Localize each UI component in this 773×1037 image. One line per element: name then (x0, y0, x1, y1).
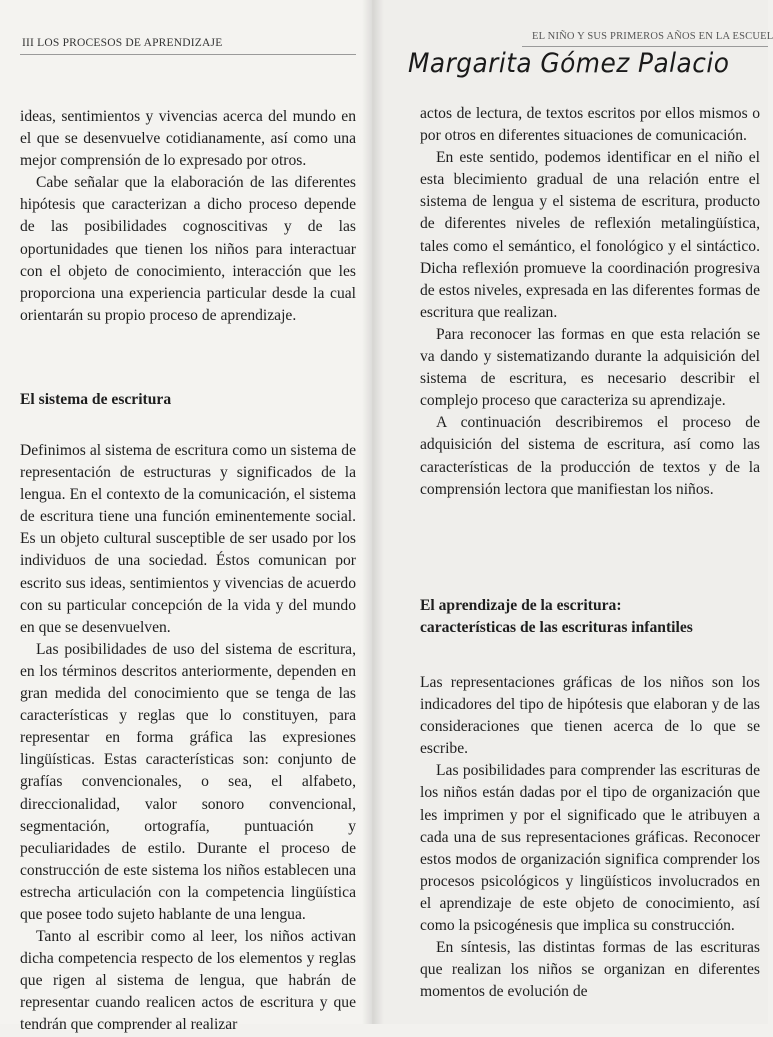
right-section-paragraph-1: Las representaciones gráficas de los niños son los indicadores del tipo de hipótesis que elaboran y de las consideraciones que tienen acerca de lo que se escribe. (420, 674, 760, 758)
section-heading-aprendizaje-line1: El aprendizaje de la escritura: (420, 597, 622, 614)
left-paragraph-2: Cabe señalar que la elaboración de las diferentes hipótesis que caracterizan a dicho proceso depende de las posibilidades cognoscitivas y de las oportunidades que tienen los niños para interactuar con el objeto de conocimiento, interacción que les proporciona una experiencia particular desde la cual orientarán su propio proceso de aprendizaje. (20, 174, 356, 324)
right-paragraph-1: actos de lectura, de textos escritos por ellos mismos o por otros en diferentes situaciones de comunicación. (420, 105, 760, 145)
right-paragraph-3: Para reconocer las formas en que esta relación se va dando y sistematizando durante la adquisición del sistema de escritura, es necesario describir el complejo proceso que caracteriza su aprendizaje. (420, 325, 760, 410)
handwritten-signature: Margarita Gómez Palacio (408, 48, 730, 79)
right-section-heading (420, 595, 760, 639)
right-paragraph-4: A continuación describiremos el proceso de adquisición del sistema de escritura, así como las características de la producción de textos y de la comprensión lectora que manifiestan los niños. (420, 414, 760, 498)
right-top-text (420, 103, 760, 501)
right-section-paragraph-2: Las posibilidades para comprender las escrituras de los niños están dadas por el tipo de organización que les imprimen y por el significado que le atribuyen a cada una de sus representaciones gráficas. Reconocer estos modos de organización significa comprender los procesos psicológicos y lingüísticos involucrados en el aprendizaje de este objeto de conocimiento, así como la psicogénesis que implica su construcción. (420, 762, 760, 935)
left-paragraph-1: ideas, sentimientos y vivencias acerca del mundo en el que se desenvuelve cotidianamente, así como una mejor comprensión de lo expresado por otros. (20, 108, 356, 170)
right-page (372, 0, 773, 1024)
section-heading-sistema-escritura: El sistema de escritura (20, 391, 172, 408)
left-section-paragraph-1: Definimos al sistema de escritura como un sistema de representación de estructuras y significados de la lengua. En el contexto de la comunicación, el sistema de escritura tiene una función eminentemente social. Es un objeto cultural susceptible de ser usado por los individuos de una sociedad. Éstos comunican por escrito sus ideas, sentimientos y vivencias de acuerdo con su particular concepción de la vida y del mundo en que se desenvuelven. (20, 442, 356, 636)
right-section-paragraph-3: En síntesis, las distintas formas de las escrituras que realizan los niños se organizan en diferentes momentos de evolución de (420, 939, 760, 1001)
left-section (20, 389, 356, 411)
left-section-paragraph-3: Tanto al escribir como al leer, los niños activan dicha competencia respecto de los elementos y reglas que rigen al sistema de lengua, que habrán de representar cuando realicen actos de escritura y que tendrán que comprender al realizar (20, 928, 356, 1034)
right-header-rule (522, 46, 768, 47)
left-page (0, 0, 372, 1034)
right-section-text (420, 672, 760, 1003)
left-section-text (20, 440, 356, 1037)
left-section-paragraph-2: Las posibilidades de uso del sistema de escritura, en los términos descritos anteriormente, dependen en gran medida del conocimiento que se tenga de las características y reglas que lo constituyen, para representar en forma gráfica las expresiones lingüísticas. Estas características son: conjunto de grafías convencionales, o sea, el alfabeto, direccionalidad, valor sonoro convencional, segmentación, ortografía, puntuación y peculiaridades de estilo. Durante el proceso de construcción de este sistema los niños establecen una estrecha articulación con la competencia lingüística que posee todo sujeto hablante de una lengua. (20, 640, 356, 923)
left-header-rule (20, 54, 356, 55)
right-paragraph-2: En este sentido, podemos identificar en el niño el esta blecimiento gradual de una relación entre el sistema de lengua y el sistema de escritura, producto de diferentes niveles de reflexión metalingüística, tales como el semántico, el fonológico y el sintáctico. Dicha reflexión promueve la coordinación progresiva de estos niveles, expresada en las diferentes formas de escritura que realizan. (420, 149, 760, 321)
book-gutter-shadow (362, 0, 384, 1024)
section-heading-aprendizaje-line2: características de las escrituras infantiles (420, 619, 693, 636)
left-top-text (20, 106, 356, 327)
right-running-head: EL NIÑO Y SUS PRIMEROS AÑOS EN LA ESCUEL (532, 31, 773, 42)
left-running-head: III LOS PROCESOS DE APRENDIZAJE (22, 37, 223, 49)
